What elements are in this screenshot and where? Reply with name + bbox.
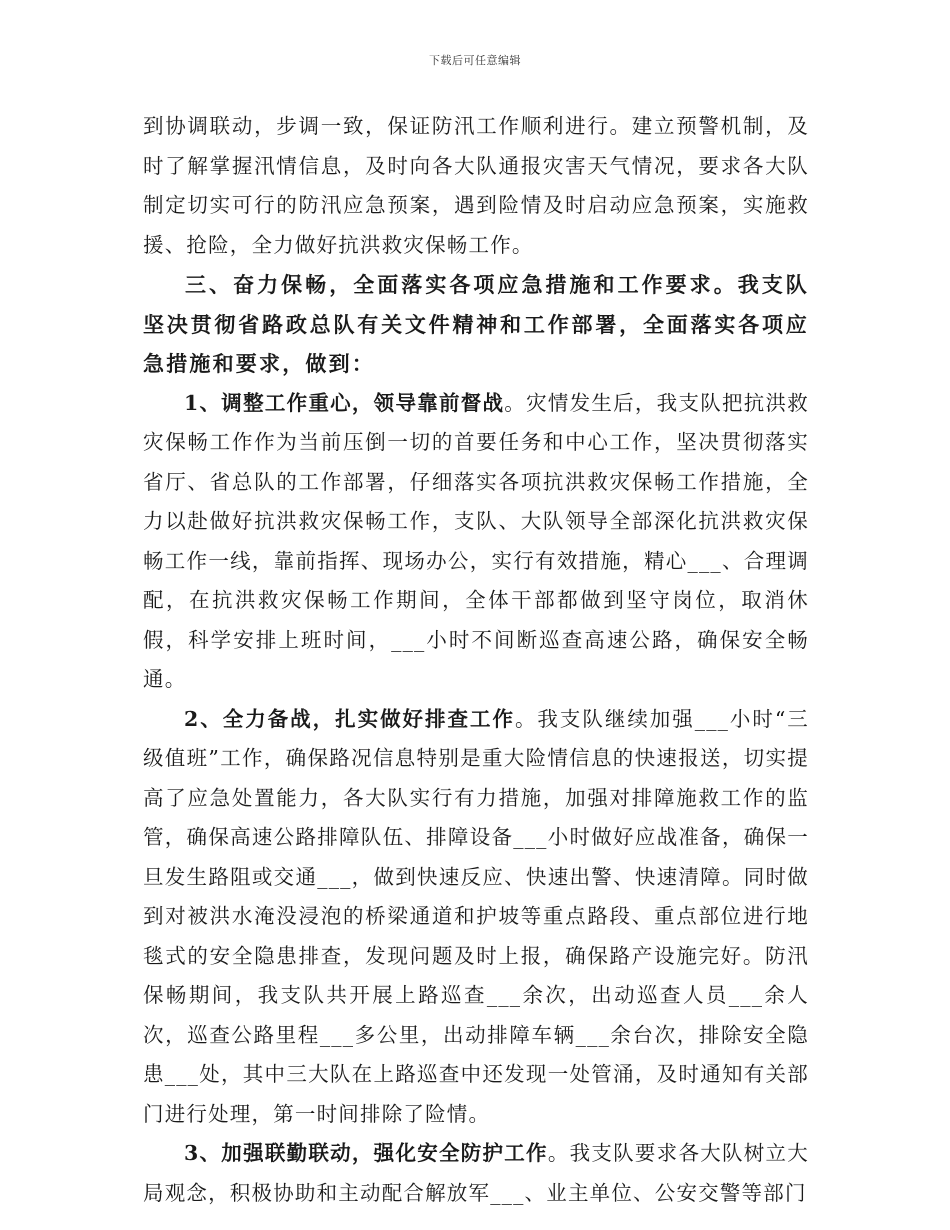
item-one-lead: 1、调整工作重心，领导靠前督战 (184, 390, 505, 415)
item-two-paragraph (143, 700, 809, 1135)
paragraph-continuation: 到协调联动，步调一致，保证防汛工作顺利进行。建立预警机制，及时了解掌握汛情信息，及时向各大队通报灾害天气情况，要求各大队制定切实可行的防汛应急预案，遇到险情及时启动应急预案，实施救援、抢险，全力做好抗洪救灾保畅工作。 (143, 114, 809, 257)
item-one-body: 。灾情发生后，我支队把抗洪救灾保畅工作作为当前压倒一切的首要任务和中心工作，坚决贯彻落实省厅、省总队的工作部署，仔细落实各项抗洪救灾保畅工作措施，全力以赴做好抗洪救灾保畅工作，支队、大队领导全部深化抗洪救灾保畅工作一线，靠前指挥、现场办公，实行有效措施，精心___、合理调配，在抗洪救灾保畅工作期间，全体干部都做到坚守岗位，取消休假，科学安排上班时间，___小时不间断巡查高速公路，确保安全畅通。 (143, 390, 809, 691)
item-two-lead: 2、全力备战，扎实做好排查工作 (184, 706, 515, 731)
item-one-paragraph (143, 384, 809, 700)
page-header-note: 下载后可任意编辑 (429, 54, 521, 67)
item-two-body: 。我支队继续加强___小时“三级值班”工作，确保路况信息特别是重大险情信息的快速报送，切实提高了应急处置能力，各大队实行有力措施，加强对排障施救工作的监管，确保高速公路排障队伍、排障设备___小时做好应战准备，确保一旦发生路阻或交通___，做到快速反应、快速出警、快速清障。同时做到对被洪水淹没浸泡的桥梁通道和护坡等重点路段、重点部位进行地毯式的安全隐患排查，发现问题及时上报，确保路产设施完好。防汛保畅期间，我支队共开展上路巡查___余次，出动巡查人员___余人次，巡查公路里程___多公里，出动排障车辆___余台次，排除安全隐患___处，其中三大队在上路巡查中还发现一处管涌，及时通知有关部门进行处理，第一时间排除了险情。 (143, 706, 810, 1126)
document-body (143, 107, 809, 1213)
section-three-heading: 三、奋力保畅，全面落实各项应急措施和工作要求。我支队坚决贯彻省路政总队有关文件精神和工作部署，全面落实各项应急措施和要求，做到： (143, 272, 809, 376)
item-three-lead: 3、加强联勤联动，强化安全防护工作 (184, 1141, 548, 1165)
item-three-paragraph (143, 1134, 809, 1213)
item-three-body: 。我支队要求各大队树立大局观念，积极协助和主动配合解放军___、业主单位、公安交警等部门 (143, 1141, 809, 1205)
